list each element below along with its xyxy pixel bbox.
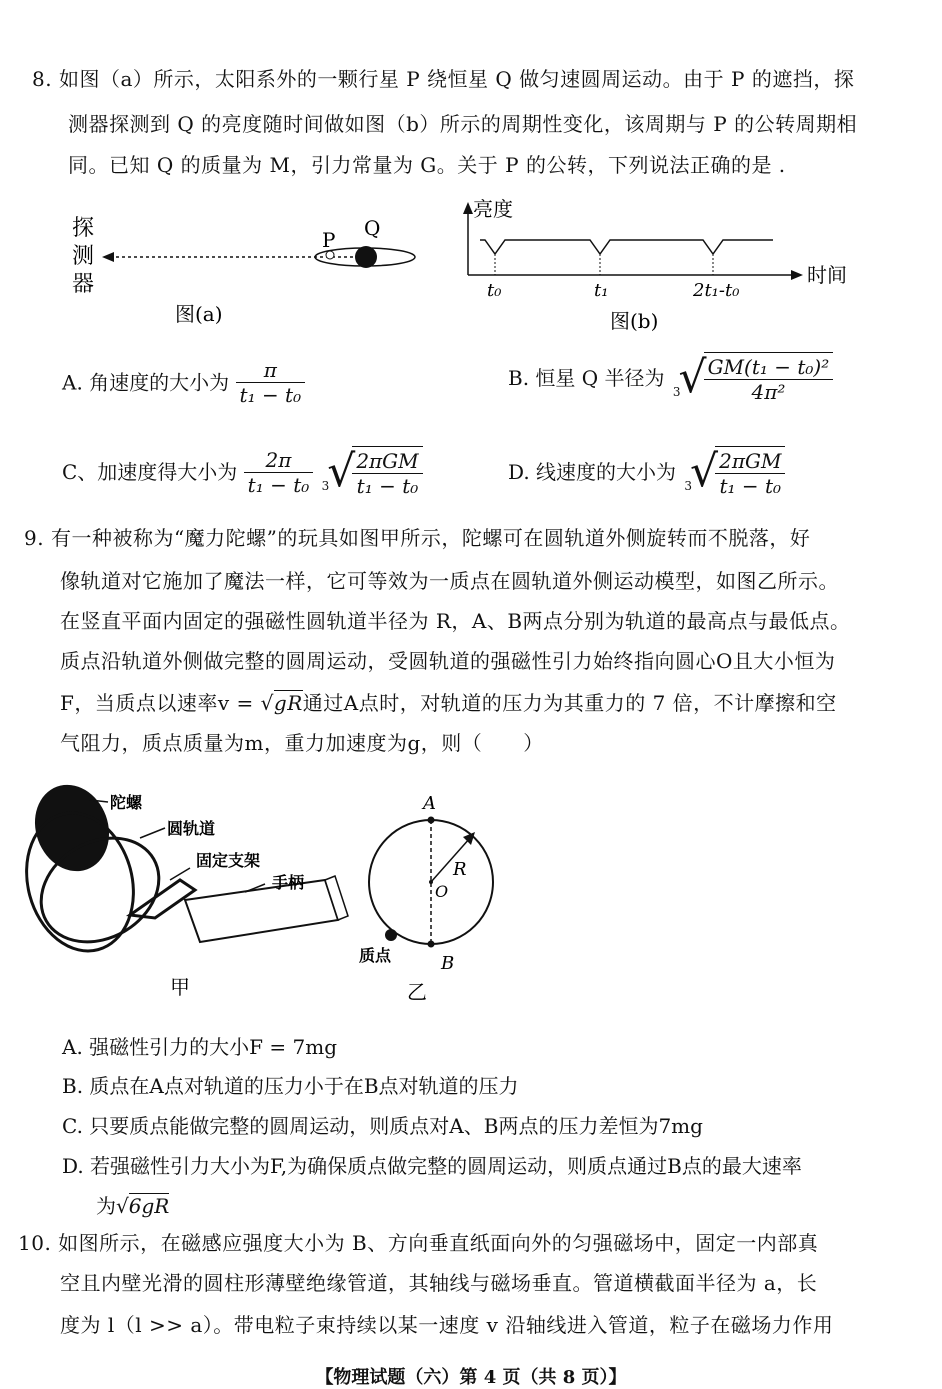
figure-b (455, 190, 875, 340)
q9-option-d-radicand: 6gR (128, 1194, 170, 1218)
q8-option-d-radical (682, 446, 785, 498)
detector-label-char-2: 测 (72, 244, 95, 269)
q9-option-b[interactable]: B. 质点在A点对轨道的压力小于在B点对轨道的压力 (62, 1074, 519, 1098)
gyro-label: 陀螺 (110, 793, 143, 812)
particle-label: 质点 (359, 946, 392, 965)
q8-option-d-denominator: t₁ − t₀ (719, 474, 782, 498)
q9-line-5-end: 通过A点时，对轨道的压力为其重力的 7 倍，不计摩擦和空 (302, 691, 837, 715)
point-b (428, 941, 435, 948)
q9-line-1: 9. 有一种被称为“魔力陀螺”的玩具如图甲所示，陀螺可在圆轨道外侧旋转而不脱落，好 (24, 526, 811, 550)
q8-option-d-numerator: 2πGM (715, 449, 785, 474)
q8-option-b-radical (671, 352, 833, 404)
detector-label-char-3: 器 (72, 272, 95, 297)
radical-sign-icon: √ (678, 352, 707, 403)
q9-line-6: 气阻力，质点质量为m，重力加速度为g，则（ ） (60, 731, 544, 755)
q8-option-c[interactable] (62, 446, 423, 498)
q8-option-b-numerator: GM(t₁ − t₀)² (704, 355, 834, 380)
planet-p (326, 251, 334, 259)
label-a: A (423, 793, 436, 814)
q8-line-1: 8. 如图（a）所示，太阳系外的一颗行星 P 绕恒星 Q 做匀速圆周运动。由于 P 的遮挡，探 (32, 67, 855, 91)
q9-option-c[interactable]: C. 只要质点能做完整的圆周运动，则质点对A、B两点的压力差恒为7mg (62, 1114, 703, 1138)
q8-option-c-radicand-numerator: 2πGM (352, 449, 422, 474)
q8-option-c-denominator: t₁ − t₀ (247, 472, 310, 497)
figure-jia (20, 780, 350, 1005)
handle-label: 手柄 (272, 873, 305, 892)
q8-option-d-prefix: D. 线速度的大小为 (508, 460, 677, 484)
figure-yi-caption: 乙 (407, 980, 427, 1004)
q9-option-a[interactable]: A. 强磁性引力的大小F = 7mg (62, 1035, 337, 1059)
tick-t0-label: t₀ (487, 280, 502, 301)
q8-option-b-root-index: 3 (672, 384, 681, 399)
q10-line-2: 空且内壁光滑的圆柱形薄壁绝缘管道，其轴线与磁场垂直。管道横截面半径为 a，长 (60, 1271, 818, 1295)
q9-line-4: 质点沿轨道外侧做完整的圆周运动，受圆轨道的强磁性引力始终指向圆心O且大小恒为 (60, 649, 836, 673)
sqrt-icon: √ (260, 691, 274, 715)
arrow-to-detector-icon (102, 252, 114, 262)
q8-option-a-numerator: π (236, 358, 306, 383)
q8-option-b-prefix: B. 恒星 Q 半径为 (508, 366, 665, 390)
q8-option-c-fraction (244, 448, 314, 497)
figure-yi (345, 785, 505, 1010)
q8-option-b-denominator: 4π² (751, 380, 786, 404)
planet-p-label: P (322, 228, 336, 252)
label-o: O (435, 882, 449, 901)
q9-option-d-continued (96, 1193, 169, 1219)
q8-option-d-root-index: 3 (684, 478, 693, 493)
label-r: R (453, 859, 467, 880)
q9-line-5-radicand: gR (273, 691, 303, 715)
q8-option-c-radicand-denominator: t₁ − t₀ (356, 474, 419, 498)
leader-track (140, 828, 165, 838)
x-axis-arrow-icon (791, 270, 803, 280)
figure-a (60, 205, 440, 335)
y-axis-label: 亮度 (473, 197, 513, 221)
q10-line-1: 10. 如图所示，在磁感应强度大小为 B、方向垂直纸面向外的匀强磁场中，固定一内部真 (18, 1231, 819, 1255)
q8-option-c-prefix: C、加速度得大小为 (62, 460, 238, 484)
figure-a-caption: 图(a) (175, 302, 223, 326)
brightness-curve (480, 240, 773, 254)
q8-option-a-prefix: A. 角速度的大小为 (62, 370, 230, 395)
detector-label-char-1: 探 (72, 216, 95, 241)
sqrt-icon: √ (116, 1194, 129, 1218)
figure-jia-caption: 甲 (170, 975, 190, 999)
q9-line-2: 像轨道对它施加了魔法一样，它可等效为一质点在圆轨道外侧运动模型，如图乙所示。 (60, 569, 839, 593)
y-axis-arrow-icon (463, 202, 473, 214)
handle (185, 880, 338, 942)
particle (385, 929, 397, 941)
q8-line-3: 同。已知 Q 的质量为 M，引力常量为 G。关于 P 的公转，下列说法正确的是 . (68, 153, 786, 177)
q8-option-a-fraction (236, 358, 306, 407)
q9-option-d-prefix: 为 (96, 1194, 116, 1218)
tick-t1-label: t₁ (594, 280, 609, 301)
radical-sign-icon: √ (690, 446, 719, 497)
x-axis-label: 时间 (807, 263, 847, 287)
q10-line-3: 度为 l（l >> a）。带电粒子束持续以某一速度 v 沿轴线进入管道，粒子在磁场力作用 (60, 1313, 834, 1337)
q8-option-c-root-index: 3 (321, 478, 330, 493)
q8-option-a[interactable] (62, 358, 305, 407)
figure-b-caption: 图(b) (610, 309, 659, 333)
q9-option-d[interactable]: D. 若强磁性引力大小为F,为确保质点做完整的圆周运动，则质点通过B点的最大速率 (62, 1154, 802, 1178)
radical-sign-icon: √ (327, 446, 356, 497)
q8-option-c-radical (320, 446, 423, 498)
q9-line-5 (60, 690, 837, 716)
q9-line-5-start: F，当质点以速率v = (60, 691, 261, 715)
page-footer: 【物理试题（六）第 4 页（共 8 页）】 (315, 1367, 627, 1388)
q9-line-3: 在竖直平面内固定的强磁性圆轨道半径为 R，A、B两点分别为轨道的最高点与最低点。 (60, 609, 851, 633)
q8-option-d[interactable] (508, 446, 785, 498)
q8-option-b[interactable] (508, 352, 833, 404)
star-q-label: Q (364, 216, 381, 240)
label-b: B (441, 953, 455, 974)
track-label: 圆轨道 (167, 819, 216, 838)
q8-option-a-denominator: t₁ − t₀ (239, 383, 302, 407)
tick-t2-label: 2t₁-t₀ (693, 280, 740, 301)
point-a (428, 817, 435, 824)
q8-option-c-numerator: 2π (244, 448, 314, 473)
q8-line-2: 测器探测到 Q 的亮度随时间做如图（b）所示的周期性变化，该周期与 P 的公转周期相 (68, 112, 858, 136)
star-q (355, 246, 377, 268)
support-label: 固定支架 (196, 851, 261, 870)
